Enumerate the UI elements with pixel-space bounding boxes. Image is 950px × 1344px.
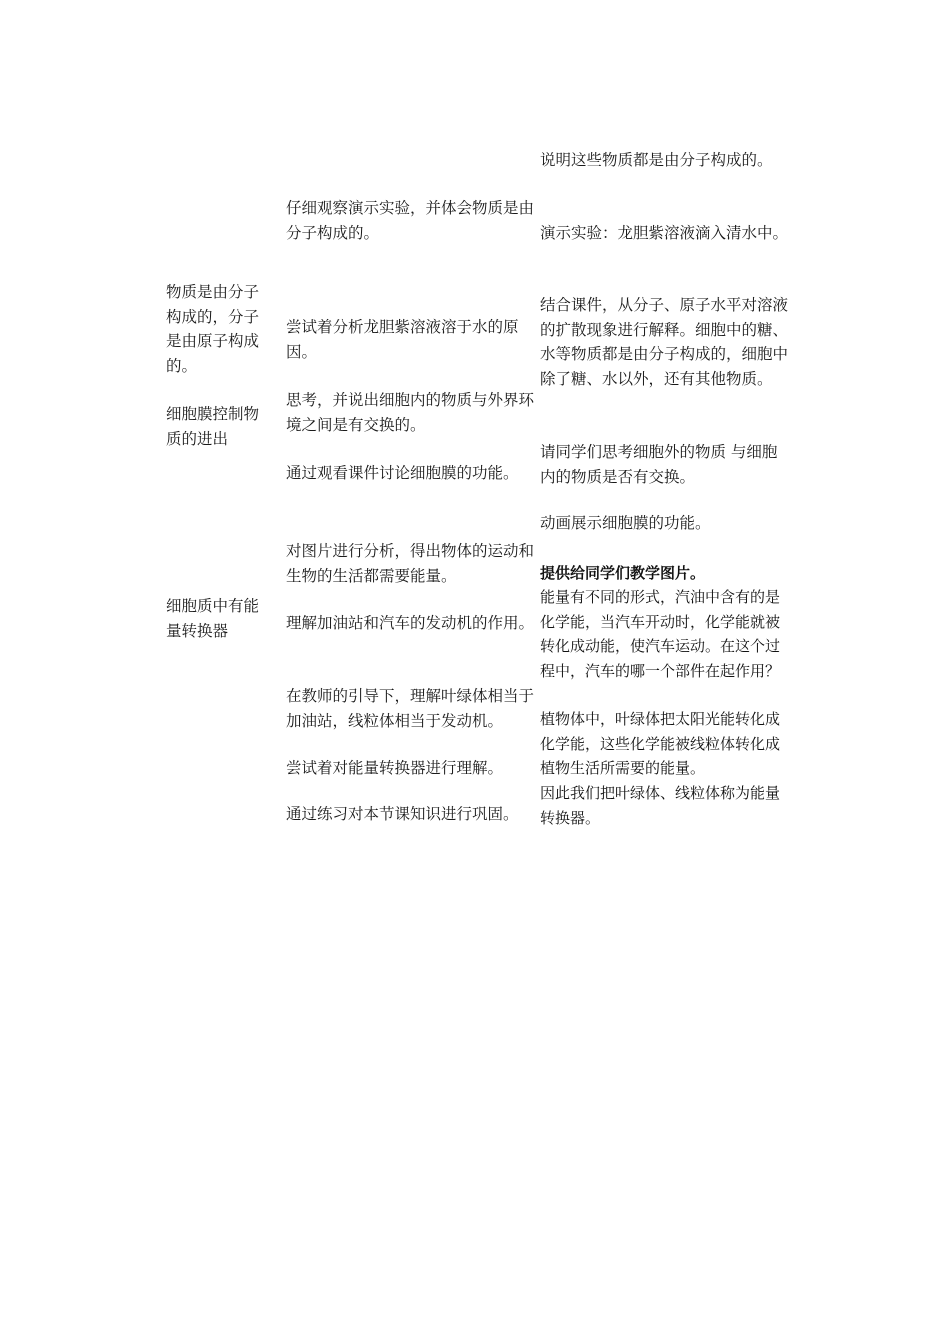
topic-molecules: 物质是由分子构成的，分子是由原子构成的。 <box>166 283 260 375</box>
student-activity-discuss: 通过观看课件讨论细胞膜的功能。 <box>286 464 519 482</box>
teacher-activity-plant-energy: 植物体中，叶绿体把太阳光能转化成化学能，这些化学能被线粒体转化成植物生活所需要的能量。 <box>540 710 781 777</box>
teacher-activity-question: 请同学们思考细胞外的物质 与细胞内的物质是否有交换。 <box>540 443 778 486</box>
student-activity-analyze: 尝试着分析龙胆紫溶液溶于水的原因。 <box>286 318 519 361</box>
student-activity-converter: 尝试着对能量转换器进行理解。 <box>286 759 504 777</box>
teacher-activity-courseware: 结合课件，从分子、原子水平对溶液的扩散现象进行解释。细胞中的糖、水等物质都是由分子构成的，细胞中除了糖、水以外，还有其他物质。 <box>540 296 789 388</box>
student-activity-practice: 通过练习对本节课知识进行巩固。 <box>286 805 519 823</box>
student-activity-think: 思考，并说出细胞内的物质与外界环境之间是有交换的。 <box>286 391 535 434</box>
student-activity-images: 对图片进行分析，得出物体的运动和生物的生活都需要能量。 <box>286 542 535 585</box>
teacher-activity-animation: 动画展示细胞膜的功能。 <box>540 514 711 532</box>
teacher-activity-conclusion: 因此我们把叶绿体、线粒体称为能量转换器。 <box>540 784 781 827</box>
topic-cell-membrane: 细胞膜控制物质的进出 <box>166 405 260 448</box>
topic-energy-converter: 细胞质中有能量转换器 <box>166 597 260 640</box>
teacher-activity-explain: 说明这些物质都是由分子构成的。 <box>540 151 773 169</box>
teacher-activity-energy-forms: 能量有不同的形式，汽油中含有的是化学能，当汽车开动时，化学能就被转化成动能，使汽车运动。在这个过程中，汽车的哪一个部件在起作用？ <box>540 588 781 680</box>
student-activity-observe: 仔细观察演示实验，并体会物质是由分子构成的。 <box>286 199 535 242</box>
teacher-activity-demo: 演示实验：龙胆紫溶液滴入清水中。 <box>540 224 789 242</box>
student-activity-understand: 理解加油站和汽车的发动机的作用。 <box>286 614 535 632</box>
student-activity-guided: 在教师的引导下，理解叶绿体相当于加油站，线粒体相当于发动机。 <box>286 687 535 730</box>
teacher-activity-provide-images: 提供给同学们教学图片。 <box>540 564 706 582</box>
